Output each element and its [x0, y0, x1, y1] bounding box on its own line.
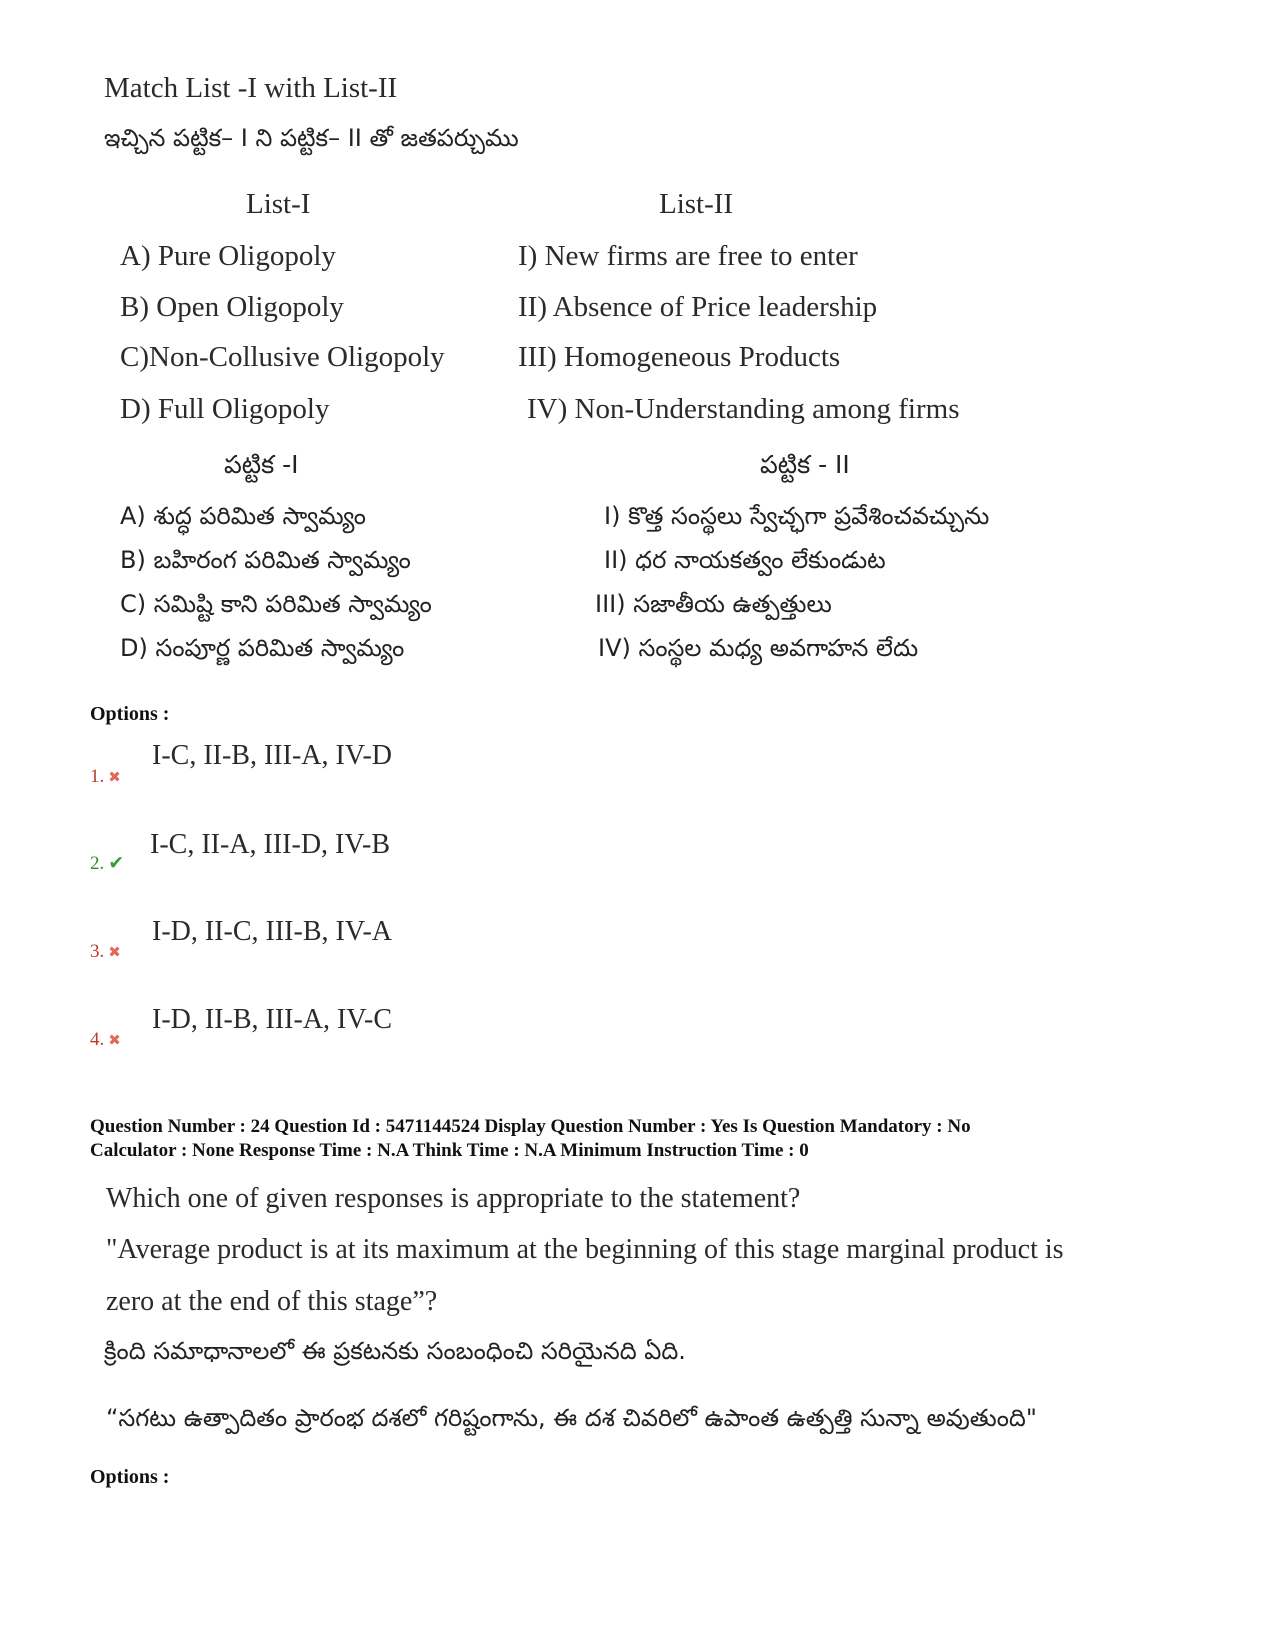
te-list1-item-a: A) శుద్ధ పరిమిత స్వామ్యం — [120, 502, 366, 530]
q24-meta-line2: Calculator : None Response Time : N.A Think Time : N.A Minimum Instruction Time : 0 — [90, 1140, 809, 1161]
option-4-text[interactable]: I-D, II-B, III-A, IV-C — [152, 1004, 393, 1035]
list2-item-ii: II) Absence of Price leadership — [518, 291, 878, 323]
option-1-marker — [90, 766, 121, 788]
option-1-text[interactable]: I-C, II-B, III-A, IV-D — [152, 740, 393, 771]
q23-title-te: ఇచ్చిన పట్టిక– I ని పట్టిక– II తో జతపర్చుము — [104, 124, 519, 152]
te-list2-heading: పట్టిక - II — [760, 450, 850, 479]
list1-heading: List-I — [246, 188, 311, 220]
list2-item-i: I) New firms are free to enter — [518, 240, 858, 272]
q24-question-line1: Which one of given responses is appropriate to the statement? — [106, 1183, 801, 1214]
q24-question-line3: zero at the end of this stage”? — [106, 1286, 438, 1317]
te-list1-item-b: B) బహిరంగ పరిమిత స్వామ్యం — [120, 546, 411, 574]
q24-question-line2: "Average product is at its maximum at the beginning of this stage marginal product is — [106, 1234, 1064, 1265]
te-list2-item-i: I) కొత్త సంస్థలు స్వేచ్ఛగా ప్రవేశించవచ్చును — [604, 502, 990, 530]
te-list2-item-iii: III) సజాతీయ ఉత్పత్తులు — [595, 590, 832, 618]
list2-heading: List-II — [659, 188, 734, 220]
list1-item-c: C)Non-Collusive Oligopoly — [120, 341, 445, 373]
option-number: 2. — [90, 853, 105, 874]
q24-meta-line1: Question Number : 24 Question Id : 5471144524 Display Question Number : Yes Is Question Mandatory : No — [90, 1116, 971, 1137]
cross-icon: ✖ — [108, 1031, 121, 1049]
list2-item-iii: III) Homogeneous Products — [518, 341, 841, 373]
te-list2-item-iv: IV) సంస్థల మధ్య అవగాహన లేదు — [598, 634, 919, 662]
te-list1-item-d: D) సంపూర్ణ పరిమిత స్వామ్యం — [120, 634, 405, 662]
option-2-text[interactable]: I-C, II-A, III-D, IV-B — [150, 829, 391, 860]
te-list1-item-c: C) సమిష్టి కాని పరిమిత స్వామ్యం — [120, 590, 432, 618]
option-3-text[interactable]: I-D, II-C, III-B, IV-A — [152, 916, 393, 947]
option-number: 4. — [90, 1029, 105, 1050]
option-4-marker — [90, 1029, 121, 1051]
q24-options-label: Options : — [90, 1466, 170, 1488]
cross-icon: ✖ — [108, 768, 121, 786]
te-list2-item-ii: II) ధర నాయకత్వం లేకుండుట — [604, 546, 886, 574]
q24-question-te2: “సగటు ఉత్పాదితం ప్రారంభ దశలో గరిష్టంగాను, ఈ దశ చివరిలో ఉపాంత ఉత్పత్తి సున్నా అవుతుంది" — [106, 1404, 1037, 1432]
list2-item-iv: IV) Non-Understanding among firms — [527, 393, 960, 425]
q24-question-te1: క్రింది సమాధానాలలో ఈ ప్రకటనకు సంబంధించి సరియైనది ఏది. — [104, 1337, 686, 1365]
list1-item-d: D) Full Oligopoly — [120, 393, 330, 425]
option-number: 3. — [90, 941, 105, 962]
option-3-marker — [90, 941, 121, 963]
list1-item-a: A) Pure Oligopoly — [120, 240, 336, 272]
q23-options-label: Options : — [90, 703, 170, 725]
cross-icon: ✖ — [108, 943, 121, 961]
check-icon: ✔ — [108, 852, 125, 874]
list1-item-b: B) Open Oligopoly — [120, 291, 344, 323]
te-list1-heading: పట్టిక -I — [224, 450, 299, 479]
q23-title-en: Match List -I with List-II — [104, 72, 398, 104]
option-2-marker — [90, 852, 124, 875]
option-number: 1. — [90, 766, 105, 787]
